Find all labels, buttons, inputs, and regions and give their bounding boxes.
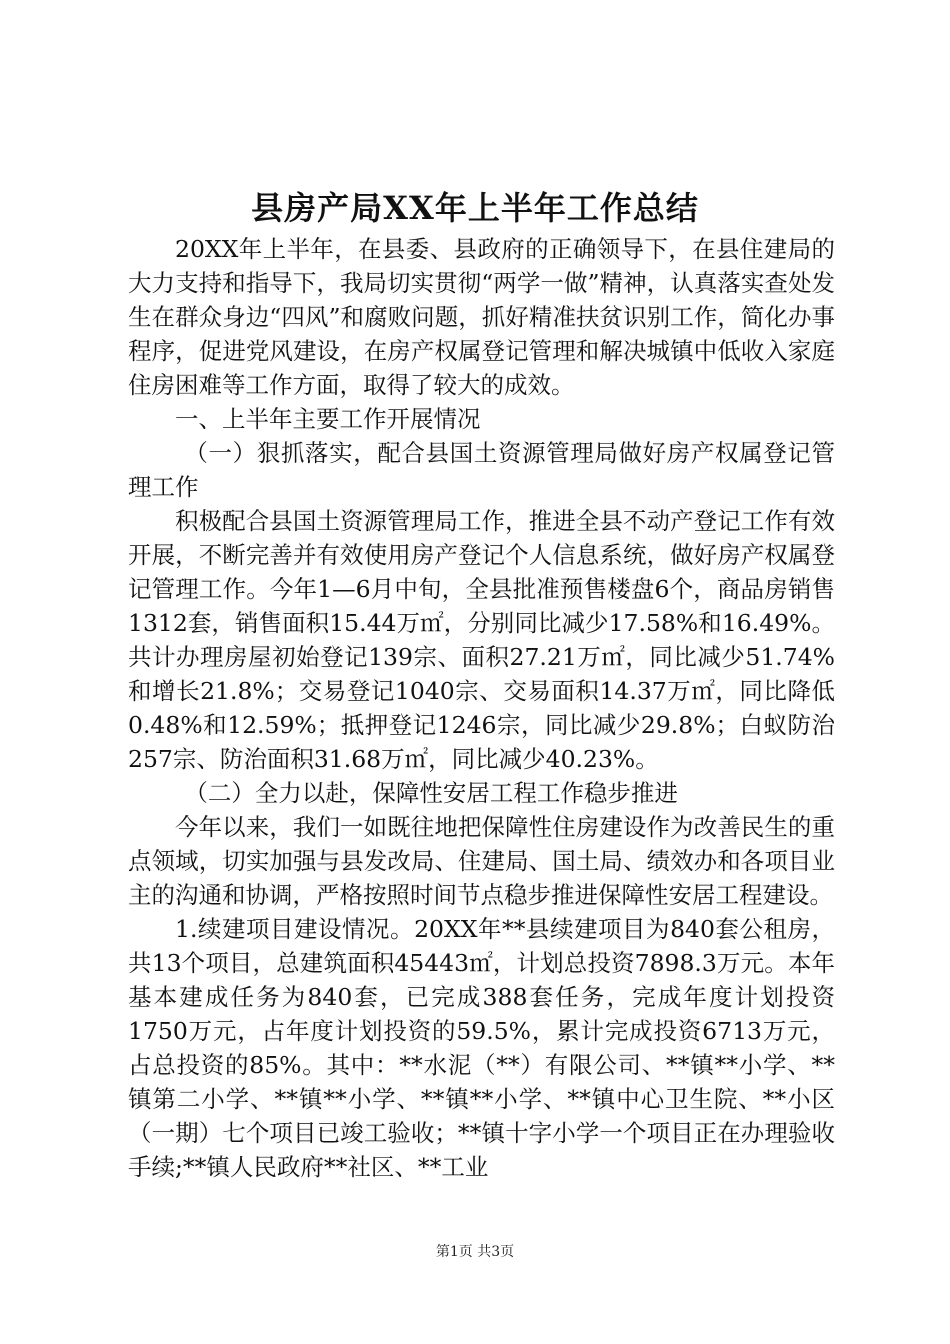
document-title: 县房产局XX年上半年工作总结	[251, 189, 699, 227]
page-footer: 第1页 共3页	[435, 1244, 515, 1260]
section-heading-1: 一、上半年主要工作开展情况	[175, 405, 481, 433]
subsection-heading-1: （一）狠抓落实，配合县国土资源管理局做好房产权属登记管理工作	[128, 439, 835, 501]
body-paragraph-registration: 积极配合县国土资源管理局工作，推进全县不动产登记工作有效开展，不断完善并有效使用房产登记个人信息系统，做好房产权属登记管理工作。今年1—6月中旬，全县批准预售楼盘6个，商品房销售1312套，销售面积15.44万㎡，分别同比减少17.58%和16.49%。共计办理房屋初始登记139宗、面积27.21万㎡，同比减少51.74%和增长21.8%；交易登记1040宗、交易面积14.37万㎡，同比降低0.48%和12.59%；抵押登记1246宗，同比减少29.8%；白蚁防治257宗、防治面积31.68万㎡，同比减少40.23%。	[128, 507, 835, 773]
body-paragraph-housing: 今年以来，我们一如既往地把保障性住房建设作为改善民生的重点领域，切实加强与县发改局、住建局、国土局、绩效办和各项目业主的沟通和协调，严格按照时间节点稳步推进保障性安居工程建设。	[128, 813, 835, 909]
body-paragraph-projects: 1.续建项目建设情况。20XX年**县续建项目为840套公租房，共13个项目，总建筑面积45443㎡，计划总投资7898.3万元。本年基本建成任务为840套，已完成388套任务，完成年度计划投资1750万元，占年度计划投资的59.5%，累计完成投资6713万元，占总投资的85%。其中：**水泥（**）有限公司、**镇**小学、**镇第二小学、**镇**小学、**镇**小学、**镇中心卫生院、**小区（一期）七个项目已竣工验收；**镇十字小学一个项目正在办理验收手续;**镇人民政府**社区、**工业	[128, 915, 835, 1181]
subsection-heading-2: （二）全力以赴，保障性安居工程工作稳步推进	[184, 779, 678, 807]
document-body	[128, 232, 835, 1184]
intro-paragraph: 20XX年上半年，在县委、县政府的正确领导下，在县住建局的大力支持和指导下，我局切实贯彻“两学一做”精神，认真落实查处发生在群众身边“四风”和腐败问题，抓好精准扶贫识别工作，简化办事程序，促进党风建设，在房产权属登记管理和解决城镇中低收入家庭住房困难等工作方面，取得了较大的成效。	[128, 235, 835, 399]
